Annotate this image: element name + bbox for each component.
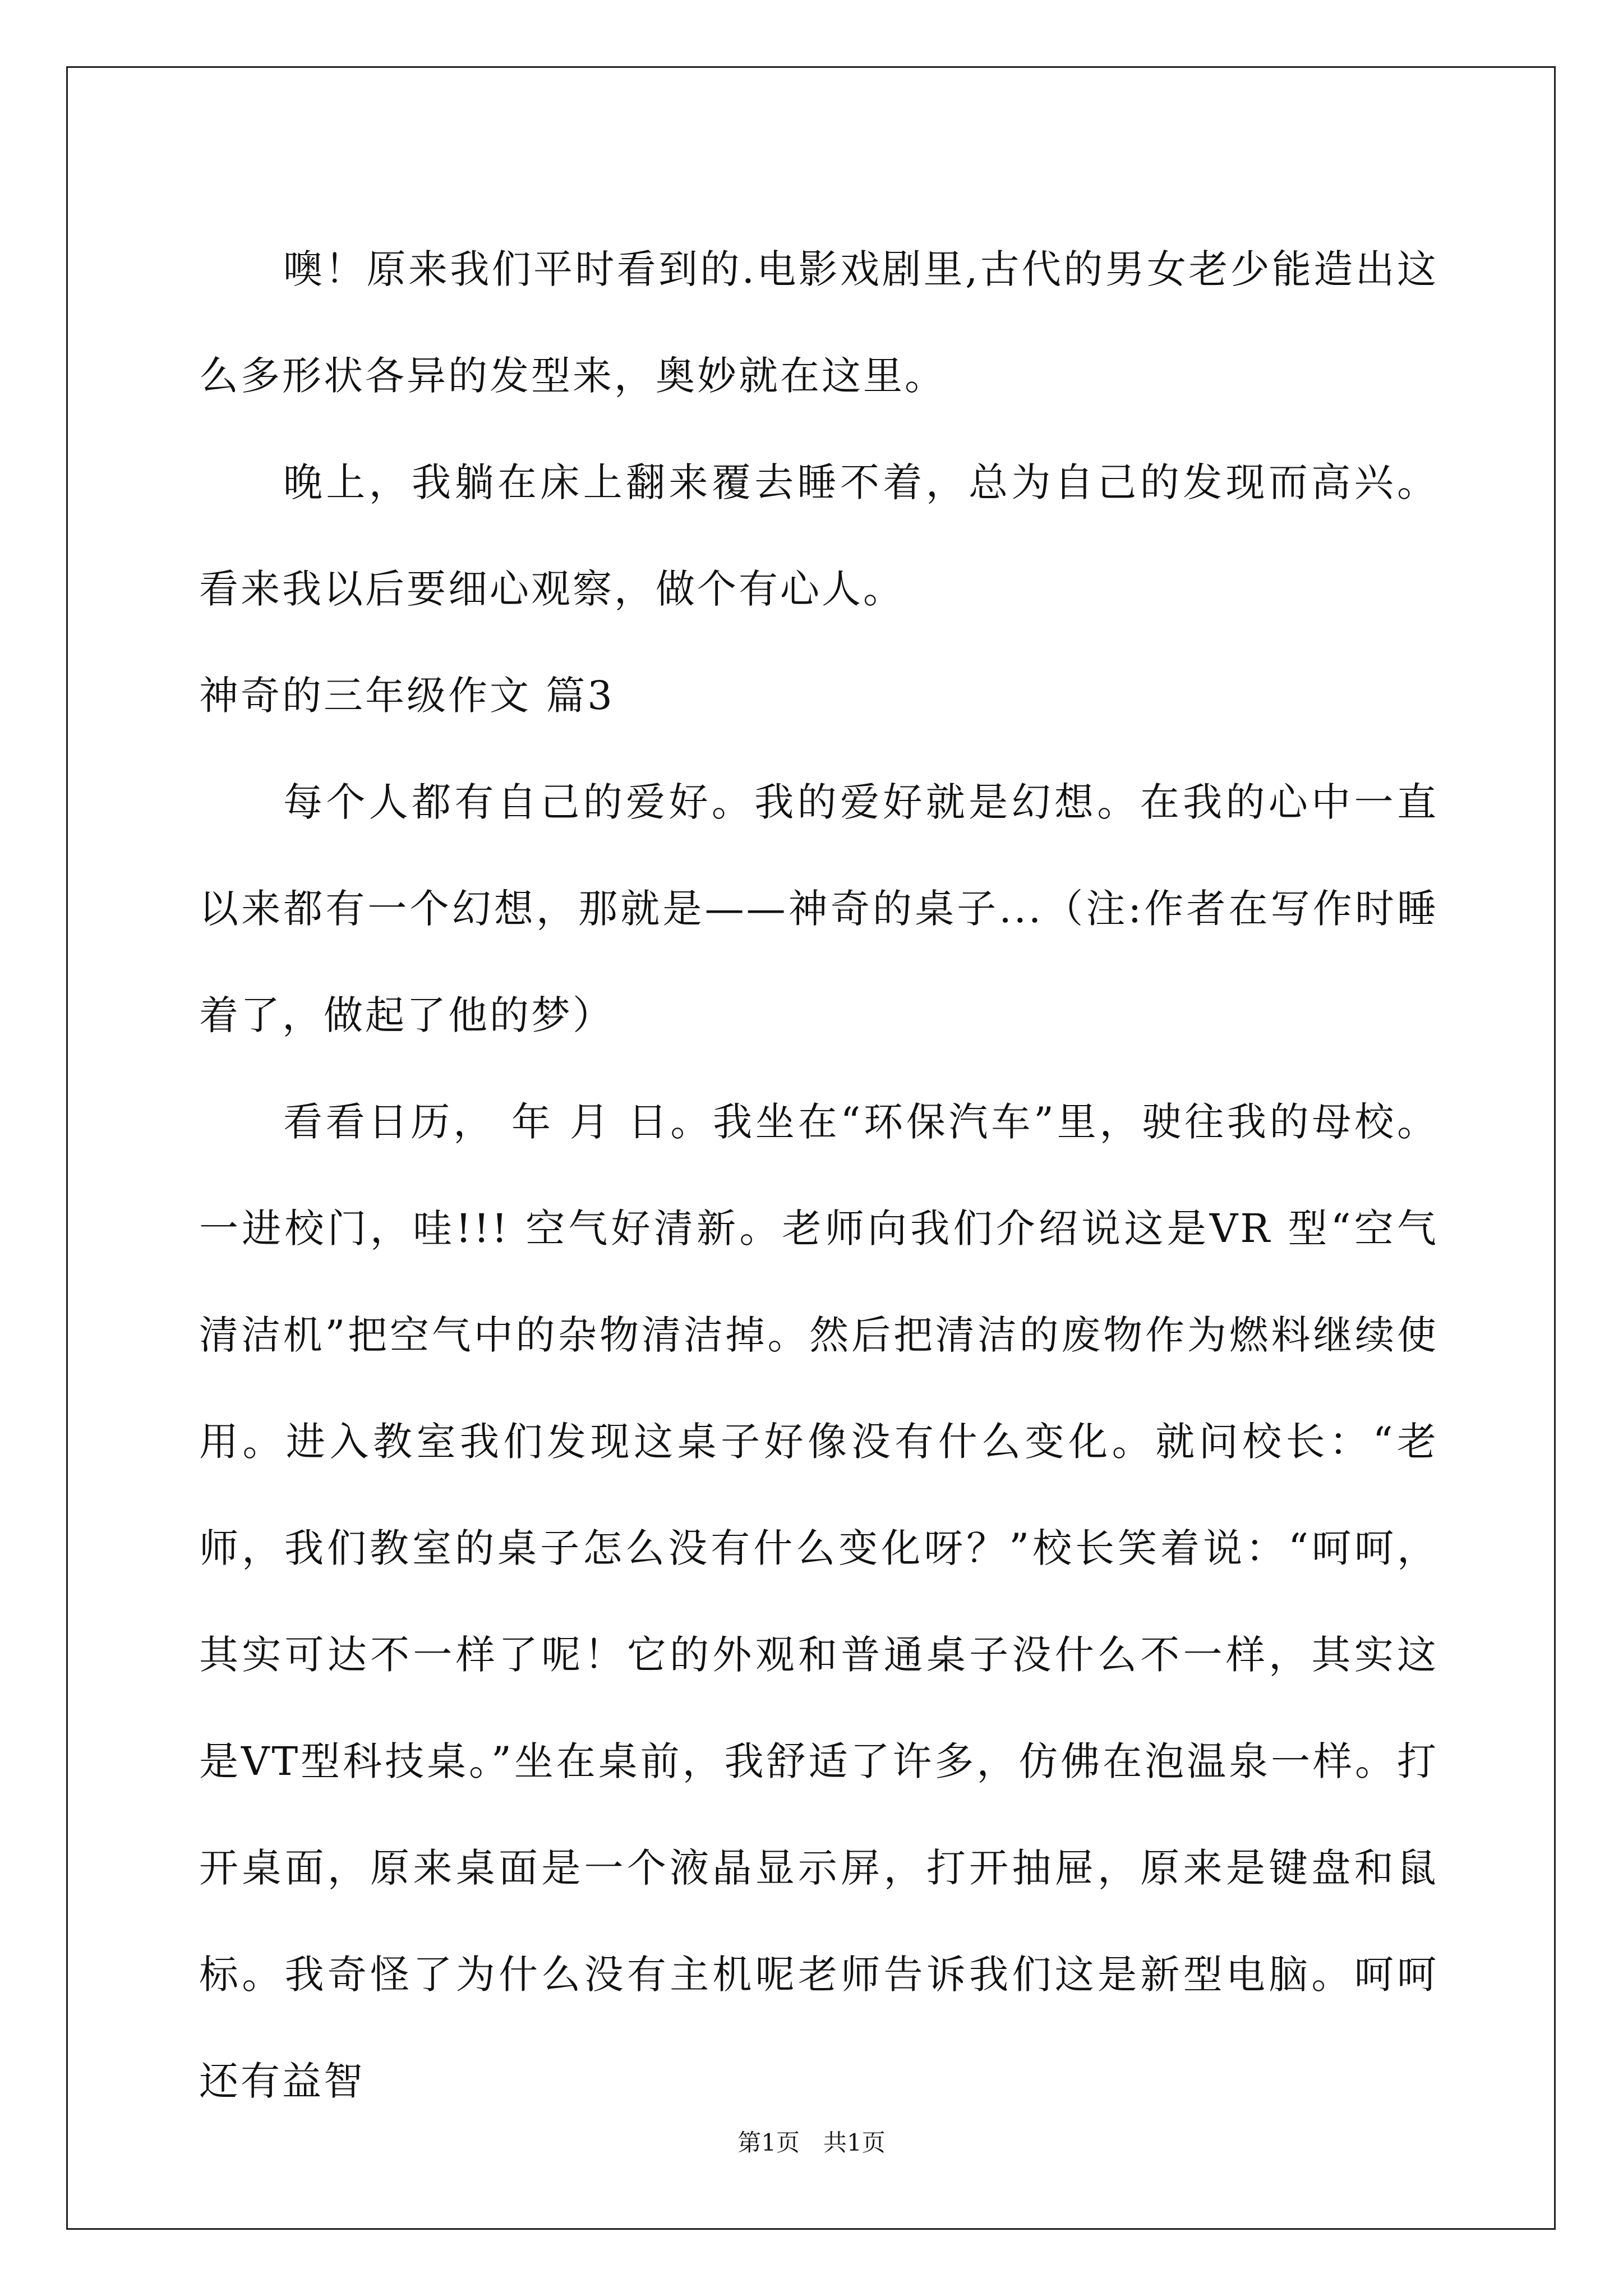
section-heading: 神奇的三年级作文 篇3	[199, 673, 615, 719]
document-body	[199, 216, 1438, 2134]
page-footer: 第1页 共1页	[737, 2129, 886, 2156]
paragraph: 噢！原来我们平时看到的.电影戏剧里,古代的男女老少能造出这么多形状各异的发型来，奥妙就在这里。	[199, 246, 1438, 399]
paragraph: 晚上，我躺在床上翻来覆去睡不着，总为自己的发现而高兴。看来我以后要细心观察，做个有心人。	[199, 459, 1438, 612]
paragraph: 看看日历， 年 月 日。我坐在“环保汽车”里，驶往我的母校。一进校门，哇!!! 空气好清新。老师向我们介绍说这是VR 型“空气清洁机”把空气中的杂物清洁掉。然后把清洁的废物作为燃料继续使用。进入教室我们发现这桌子好像没有什么变化。就问校长：“老师，我们教室的桌子怎么没有什么变化呀？”校长笑着说：“呵呵，其实可达不一样了呢！它的外观和普通桌子没什么不一样，其实这是VT型科技桌。”坐在桌前，我舒适了许多，仿佛在泡温泉一样。打开桌面，原来桌面是一个液晶显示屏，打开抽屉，原来是键盘和鼠标。我奇怪了为什么没有主机呢老师告诉我们这是新型电脑。呵呵还有益智	[199, 1099, 1438, 2104]
paragraph: 每个人都有自己的爱好。我的爱好就是幻想。在我的心中一直以来都有一个幻想，那就是——神奇的桌子...（注:作者在写作时睡着了，做起了他的梦）	[199, 779, 1438, 1038]
